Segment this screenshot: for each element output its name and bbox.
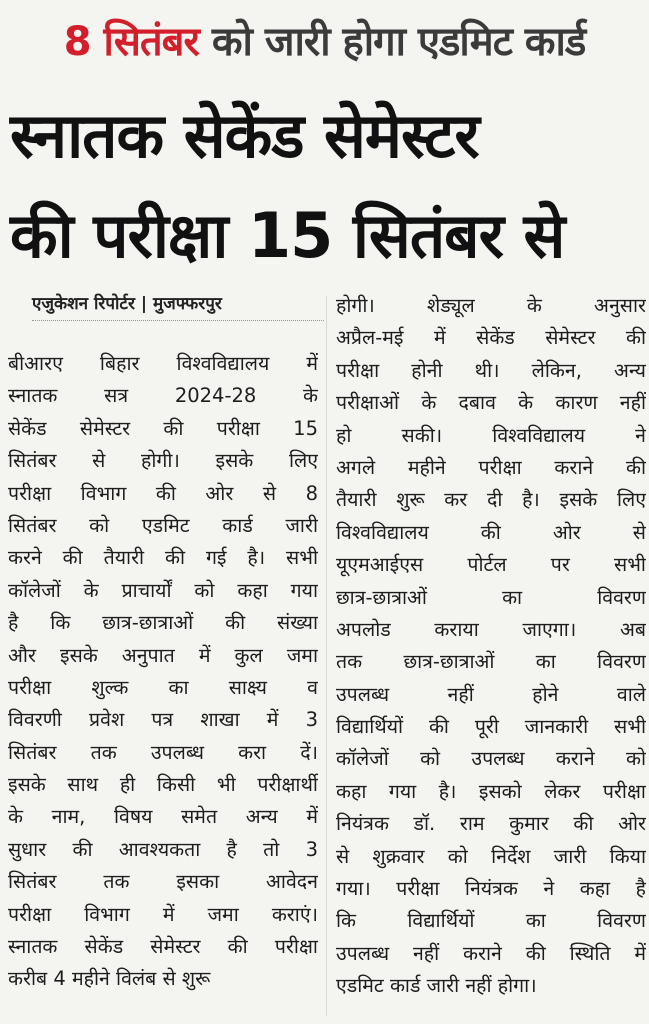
article-line: सितंबर तक इसका आवेदन (8, 870, 318, 894)
article-line: इसके साथ ही किसी भी परीक्षार्थी (8, 773, 318, 797)
article-line: और इसके अनुपात में कुल जमा (8, 643, 318, 667)
article-line: नियंत्रक डॉ. राम कुमार की ओर (336, 812, 646, 836)
article-line: अप्रैल-मई में सेकेंड सेमेस्टर की (336, 326, 646, 350)
article-line: से शुक्रवार को निर्देश जारी किया (336, 844, 646, 868)
article-line: परीक्षाओं के दबाव के कारण नहीं (336, 391, 646, 415)
article-line: परीक्षा होनी थी। लेकिन, अन्य (336, 358, 646, 382)
article-line: उपलब्ध नहीं होने वाले (336, 682, 646, 706)
article-line: बीआरए बिहार विश्वविद्यालय में (8, 352, 318, 375)
article-line: परीक्षा शुल्क का साक्ष्य व (8, 675, 318, 699)
article-line: विवरणी प्रवेश पत्र शाखा में 3 (8, 708, 318, 732)
article-line: सितंबर से होगी। इसके लिए (8, 449, 318, 473)
article-line: अगले महीने परीक्षा कराने की (336, 455, 646, 479)
article-line: के नाम, विषय समेत अन्य में (8, 805, 318, 829)
article-line: अपलोड कराया जाएगा। अब (336, 617, 646, 641)
article-line: एडमिट कार्ड जारी नहीं होगा। (336, 974, 537, 998)
kicker-text: को जारी होगा एडमिट कार्ड (198, 19, 586, 65)
article-line: कहा गया है। इसको लेकर परीक्षा (336, 779, 646, 803)
article-line: हो सकी। विश्वविद्यालय ने (336, 423, 646, 447)
article-line: तैयारी शुरू कर दी है। इसके लिए (336, 488, 646, 512)
article-line: होगी। शेड्यूल के अनुसार (336, 294, 646, 317)
right-column (336, 290, 646, 1003)
left-column (8, 348, 318, 996)
article-line: सितंबर को एडमिट कार्ड जारी (8, 513, 318, 537)
article-line: सुधार की आवश्यकता है तो 3 (8, 837, 318, 861)
article-line: यूएमआईएस पोर्टल पर सभी (336, 553, 646, 577)
column-divider (326, 296, 327, 1016)
article-line: छात्र-छात्राओं का विवरण (336, 585, 646, 609)
article-line: करने की तैयारी की गई है। सभी (8, 546, 318, 570)
article-line: तक छात्र-छात्राओं का विवरण (336, 650, 646, 674)
article-line: कॉलेजों के प्राचार्यों को कहा गया (8, 578, 318, 602)
article-line: स्नातक सत्र 2024-28 के (8, 384, 318, 408)
headline-line-1: स्नातक सेकेंड सेमेस्टर (10, 99, 479, 172)
kicker-headline (0, 14, 649, 70)
headline-line-2: की परीक्षा 15 सितंबर से (10, 199, 565, 272)
article-line: है कि छात्र-छात्राओं की संख्या (8, 611, 318, 635)
article-line: उपलब्ध नहीं कराने की स्थिति में (336, 941, 646, 965)
article-line: सितंबर तक उपलब्ध करा दें। (8, 740, 318, 764)
article-line: स्नातक सेकेंड सेमेस्टर की परीक्षा (8, 935, 318, 959)
article-line: करीब 4 महीने विलंब से शुरू (8, 967, 211, 991)
article-line: गया। परीक्षा नियंत्रक ने कहा है (336, 877, 646, 901)
article-line: परीक्षा विभाग में जमा कराएं। (8, 902, 318, 926)
kicker-date: 8 सितंबर (63, 19, 199, 65)
article-line: कॉलेजों को उपलब्ध कराने को (336, 747, 646, 771)
article-line: सेकेंड सेमेस्टर की परीक्षा 15 (8, 416, 318, 440)
article-line: परीक्षा विभाग की ओर से 8 (8, 481, 318, 505)
article-line: विश्वविद्यालय की ओर से (336, 520, 646, 544)
article-line: विद्यार्थियों की पूरी जानकारी सभी (336, 715, 646, 739)
article-line: कि विद्यार्थियों का विवरण (336, 909, 646, 933)
byline: एजुकेशन रिपोर्टर | मुजफ्फरपुर (32, 292, 324, 321)
